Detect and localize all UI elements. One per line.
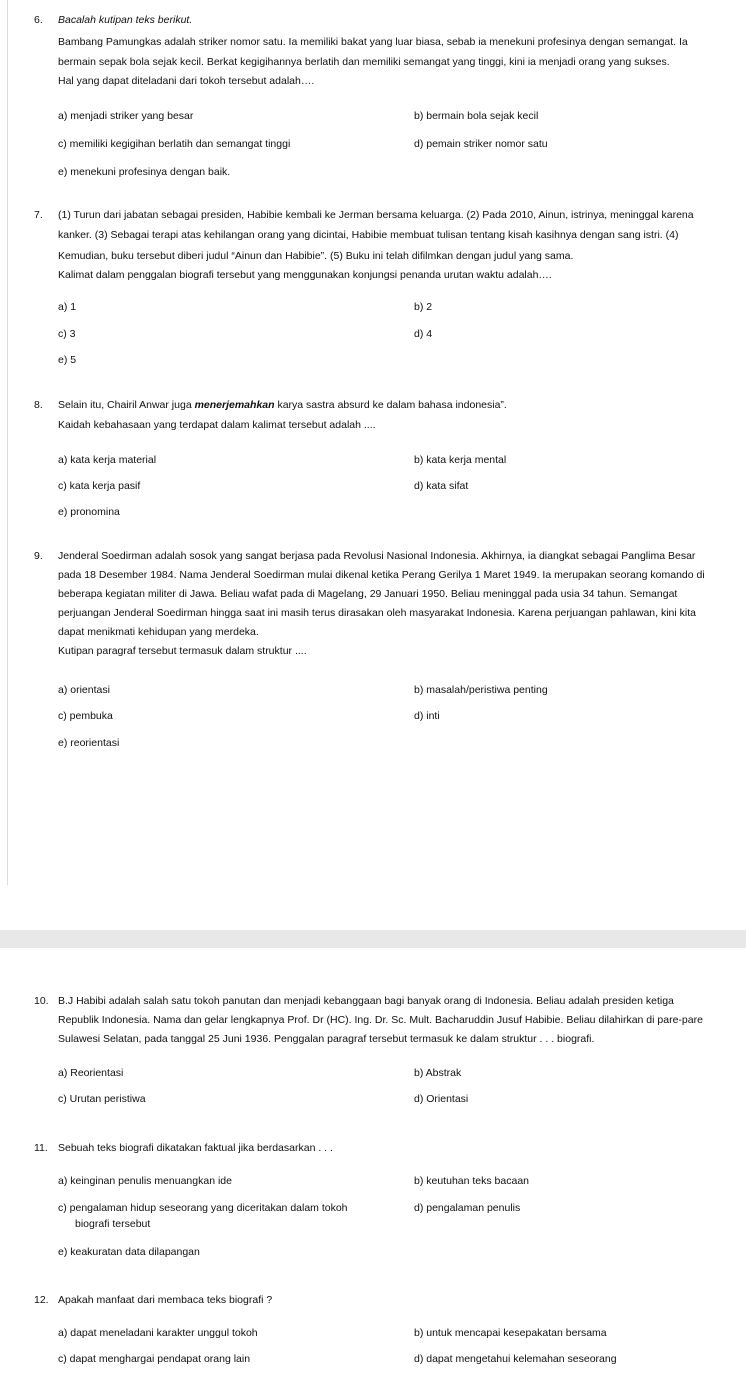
text-segment: karya sastra absurd ke dalam bahasa indonesia”. [274, 399, 507, 411]
question-number: 7. [34, 209, 43, 221]
question-text-line: (1) Turun dari jabatan sebagai presiden, Habibie kembali ke Jerman bersama keluarga. (2) Pada 2010, Ainun, istrinya, meninggal karena [58, 209, 694, 221]
question-prompt: Hal yang dapat diteladani dari tokoh tersebut adalah…. [58, 75, 315, 87]
option-b[interactable]: b) keutuhan teks bacaan [414, 1175, 529, 1187]
option-a[interactable]: a) keinginan penulis menuangkan ide [58, 1175, 232, 1187]
question-number: 9. [34, 550, 43, 562]
option-c[interactable]: c) memiliki kegigihan berlatih dan semangat tinggi [58, 138, 291, 150]
question-number: 12. [34, 1294, 49, 1306]
option-c[interactable]: c) dapat menghargai pendapat orang lain [58, 1353, 251, 1365]
question-text-line: kanker. (3) Sebagai terapi atas kehilangan orang yang dicintai, Habibie membuat tulisan tentang kisah kasihnya dengan sang istri. (4) [58, 229, 679, 241]
option-a[interactable]: a) 1 [58, 301, 77, 313]
option-b[interactable]: b) bermain bola sejak kecil [414, 110, 539, 122]
option-d[interactable]: d) 4 [414, 328, 433, 340]
option-b[interactable]: b) masalah/peristiwa penting [414, 684, 548, 696]
option-b[interactable]: b) untuk mencapai kesepakatan bersama [414, 1327, 607, 1339]
question-text-line: perjuangan Jenderal Soedirman hingga saat ini masih terus dirasakan oleh masyarakat Indonesia. Karena perjuangan pahlawan, kini kita [58, 607, 696, 619]
option-c[interactable]: c) kata kerja pasif [58, 480, 141, 492]
question-text-line: Jenderal Soedirman adalah sosok yang sangat berjasa pada Revolusi Nasional Indonesia. Akhirnya, ia diangkat sebagai Panglima Besar [58, 550, 696, 562]
option-d[interactable]: d) Orientasi [414, 1093, 469, 1105]
option-d[interactable]: d) kata sifat [414, 480, 469, 492]
question-text-line: pada 18 Desember 1984. Nama Jenderal Soedirman mulai dikenal ketika Perang Gerilya 1 Maret 1949. Ia merupakan seorang komando di [58, 569, 705, 581]
option-e[interactable]: e) pronomina [58, 506, 120, 518]
question-number: 11. [34, 1142, 48, 1154]
option-b[interactable]: b) kata kerja mental [414, 454, 507, 466]
option-a[interactable]: a) Reorientasi [58, 1067, 124, 1079]
question-prompt: Sebuah teks biografi dikatakan faktual jika berdasarkan . . . [58, 1142, 333, 1154]
question-prompt: Kutipan paragraf tersebut termasuk dalam struktur .... [58, 645, 307, 657]
option-d[interactable]: d) inti [414, 710, 440, 722]
left-border [7, 0, 8, 885]
option-a[interactable]: a) dapat meneladani karakter unggul tokoh [58, 1327, 258, 1339]
option-b[interactable]: b) 2 [414, 301, 433, 313]
option-d[interactable]: d) pengalaman penulis [414, 1202, 521, 1214]
option-a[interactable]: a) kata kerja material [58, 454, 157, 466]
option-d[interactable]: d) pemain striker nomor satu [414, 138, 548, 150]
question-text-line: Republik Indonesia. Nama dan gelar lengkapnya Prof. Dr (HC). Ing. Dr. Sc. Mult. Bacharuddin Jusuf Habibie. Beliau dilahirkan di pare-pare [58, 1014, 703, 1026]
question-number: 10. [34, 995, 49, 1007]
question-text-line: dapat menikmati kehidupan yang merdeka. [58, 626, 259, 638]
question-text-line: beberapa kegiatan militer di Jawa. Beliau wafat pada di Magelang, 29 Januari 1950. Beliau meninggal pada usia 34 tahun. Semangat [58, 588, 678, 600]
question-number: 6. [34, 14, 43, 26]
option-e[interactable]: e) 5 [58, 354, 77, 366]
question-text-line: Sulawesi Selatan, pada tanggal 25 Juni 1936. Penggalan paragraf tersebut termasuk ke dalam struktur . . . biografi. [58, 1033, 595, 1045]
option-d[interactable]: d) dapat mengetahui kelemahan seseorang [414, 1353, 617, 1365]
question-instruction: Bacalah kutipan teks berikut. [58, 14, 193, 26]
option-e[interactable]: e) keakuratan data dilapangan [58, 1246, 200, 1258]
option-c[interactable]: c) pembuka [58, 710, 113, 722]
option-e[interactable]: e) reorientasi [58, 737, 120, 749]
question-text-line: Kemudian, buku tersebut diberi judul “Ainun dan Habibie”. (5) Buku ini telah difilmkan dengan judul yang sama. [58, 250, 574, 262]
option-c-continuation: biografi tersebut [75, 1218, 151, 1230]
question-text-line: Bambang Pamungkas adalah striker nomor satu. Ia memiliki bakat yang luar biasa, sebab ia menekuni profesinya dengan semangat. Ia [58, 36, 688, 48]
page-break-divider [0, 930, 746, 948]
option-e[interactable]: e) menekuni profesinya dengan baik. [58, 166, 231, 178]
option-c[interactable]: c) 3 [58, 328, 76, 340]
question-number: 8. [34, 399, 43, 411]
emphasized-word: menerjemahkan [194, 399, 275, 411]
text-segment: Selain itu, Chairil Anwar juga [58, 399, 195, 411]
question-text-line: B.J Habibi adalah salah satu tokoh panutan dan menjadi kebanggaan bagi banyak orang di Indonesia. Beliau adalah presiden ketiga [58, 995, 674, 1007]
option-c[interactable]: c) pengalaman hidup seseorang yang diceritakan dalam tokoh [58, 1202, 348, 1214]
option-a[interactable]: a) menjadi striker yang besar [58, 110, 194, 122]
question-text-line: bermain sepak bola sejak kecil. Berkat kegigihannya berlatih dan memiliki semangat yang tinggi, kini ia menjadi orang yang sukses. [58, 56, 670, 68]
question-text-line [58, 398, 507, 412]
question-prompt: Kaidah kebahasaan yang terdapat dalam kalimat tersebut adalah .... [58, 419, 376, 431]
option-a[interactable]: a) orientasi [58, 684, 110, 696]
question-prompt: Apakah manfaat dari membaca teks biografi ? [58, 1294, 273, 1306]
page-section-bottom [0, 948, 746, 1382]
option-c[interactable]: c) Urutan peristiwa [58, 1093, 146, 1105]
option-b[interactable]: b) Abstrak [414, 1067, 462, 1079]
question-prompt: Kalimat dalam penggalan biografi tersebut yang menggunakan konjungsi penanda urutan waktu adalah…. [58, 269, 552, 281]
